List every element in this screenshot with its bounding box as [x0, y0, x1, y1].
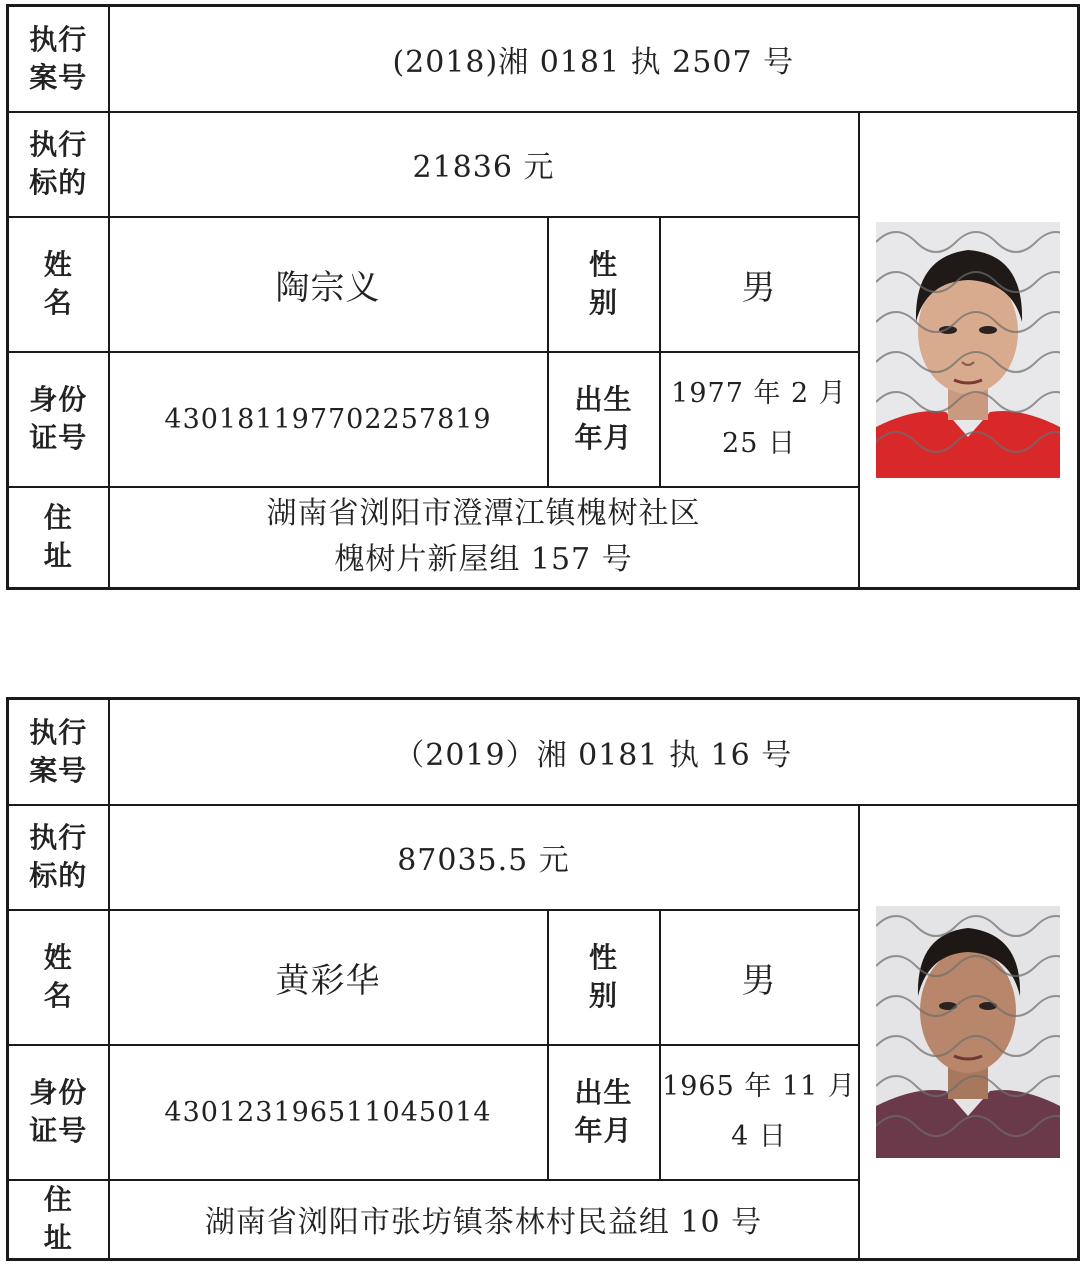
target-value: 87035.5 元 — [109, 805, 859, 910]
photo-cell — [859, 805, 1079, 1260]
case-no-value: (2018)湘 0181 执 2507 号 — [109, 6, 1079, 112]
portrait-photo — [876, 222, 1060, 478]
birth-label: 出生 年月 — [548, 1045, 660, 1180]
gender-label: 性 别 — [548, 217, 660, 352]
id-no-value: 430123196511045014 — [109, 1045, 548, 1180]
name-value: 黄彩华 — [109, 910, 548, 1045]
record-table — [6, 4, 1080, 590]
address-value: 湖南省浏阳市澄潭江镇槐树社区 槐树片新屋组 157 号 — [109, 487, 859, 589]
address-label: 住 址 — [8, 487, 109, 589]
birth-label: 出生 年月 — [548, 352, 660, 487]
photo-cell — [859, 112, 1079, 589]
target-label: 执行 标的 — [8, 112, 109, 217]
target-value: 21836 元 — [109, 112, 859, 217]
gender-value: 男 — [660, 217, 859, 352]
birth-value: 1977 年 2 月 25 日 — [660, 352, 859, 487]
target-label: 执行 标的 — [8, 805, 109, 910]
case-no-label: 执行 案号 — [8, 699, 109, 805]
case-no-value: （2019）湘 0181 执 16 号 — [109, 699, 1079, 805]
id-no-label: 身份 证号 — [8, 352, 109, 487]
gender-label: 性 别 — [548, 910, 660, 1045]
portrait-photo — [876, 906, 1060, 1158]
record-table — [6, 697, 1080, 1261]
name-label: 姓 名 — [8, 910, 109, 1045]
case-no-label: 执行 案号 — [8, 6, 109, 112]
id-no-value: 430181197702257819 — [109, 352, 548, 487]
birth-value: 1965 年 11 月 4 日 — [660, 1045, 859, 1180]
record-1 — [6, 4, 1077, 590]
name-label: 姓 名 — [8, 217, 109, 352]
id-no-label: 身份 证号 — [8, 1045, 109, 1180]
address-value: 湖南省浏阳市张坊镇茶林村民益组 10 号 — [109, 1180, 859, 1260]
name-value: 陶宗义 — [109, 217, 548, 352]
record-2 — [6, 697, 1077, 1261]
address-label: 住 址 — [8, 1180, 109, 1260]
gender-value: 男 — [660, 910, 859, 1045]
